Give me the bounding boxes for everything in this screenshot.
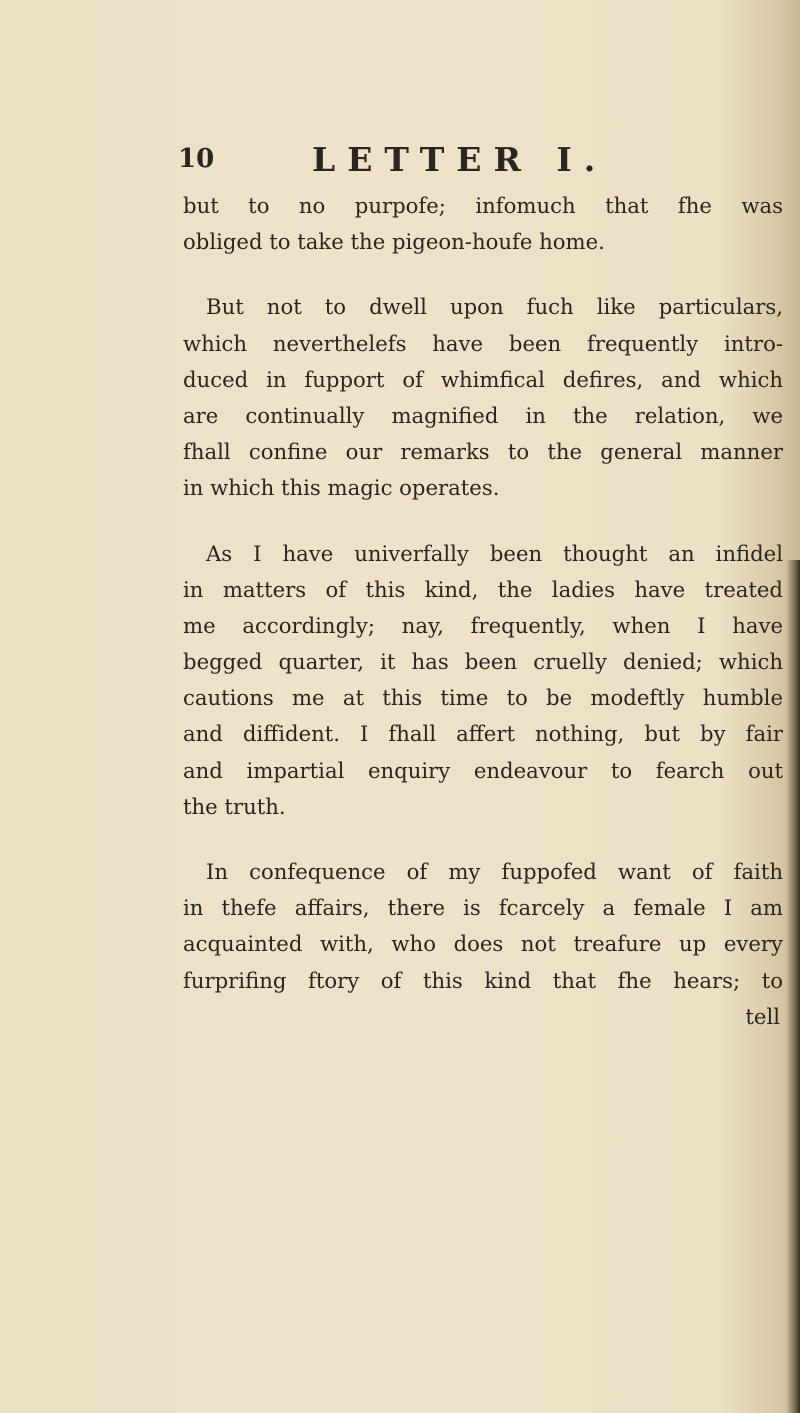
text-line: But not to dwell upon fuch like particulars,: [206, 294, 783, 320]
text-line: acquainted with, who does not treafure up every: [183, 931, 783, 957]
text-line: but to no purpofe; infomuch that fhe was: [183, 193, 783, 218]
text-line: In confequence of my fuppofed want of faith: [206, 859, 783, 884]
text-line: cautions me at this time to be modeftly humble: [183, 685, 783, 711]
catchword: tell: [745, 1003, 780, 1029]
paragraph-4: [183, 854, 783, 999]
text-line: in thefe affairs, there is fcarcely a female I am: [183, 895, 783, 921]
text-line: and diffident. I fhall affert nothing, but by fair: [183, 721, 783, 747]
text-line: the truth.: [183, 793, 286, 819]
text-line: and impartial enquiry endeavour to fearch out: [183, 757, 783, 783]
page-number: 10: [178, 144, 215, 174]
paragraph-2: [183, 289, 783, 506]
text-line: duced in fupport of whimfical defires, and which: [183, 366, 783, 392]
paragraph-1: [183, 188, 783, 260]
text-line: me accordingly; nay, frequently, when I have: [183, 612, 783, 638]
paragraph-3: [183, 536, 783, 826]
text-line: are continually magnified in the relation, we: [183, 402, 783, 428]
text-line: obliged to take the pigeon-houfe home.: [183, 229, 605, 255]
text-line: furprifing ftory of this kind that fhe hears; to: [183, 967, 783, 993]
text-line: fhall confine our remarks to the general manner: [183, 439, 783, 465]
page-edge-shadow: [786, 560, 800, 1413]
text-line: As I have univerfally been thought an infidel: [206, 540, 783, 566]
text-line: in matters of this kind, the ladies have treated: [183, 576, 783, 602]
page-header: [178, 140, 628, 184]
text-line: in which this magic operates.: [183, 475, 500, 501]
text-line: which neverthelefs have been frequently intro-: [183, 330, 783, 356]
running-head: LETTER I.: [312, 140, 608, 179]
body-text: [183, 188, 783, 1035]
text-line: begged quarter, it has been cruelly denied; which: [183, 649, 783, 675]
